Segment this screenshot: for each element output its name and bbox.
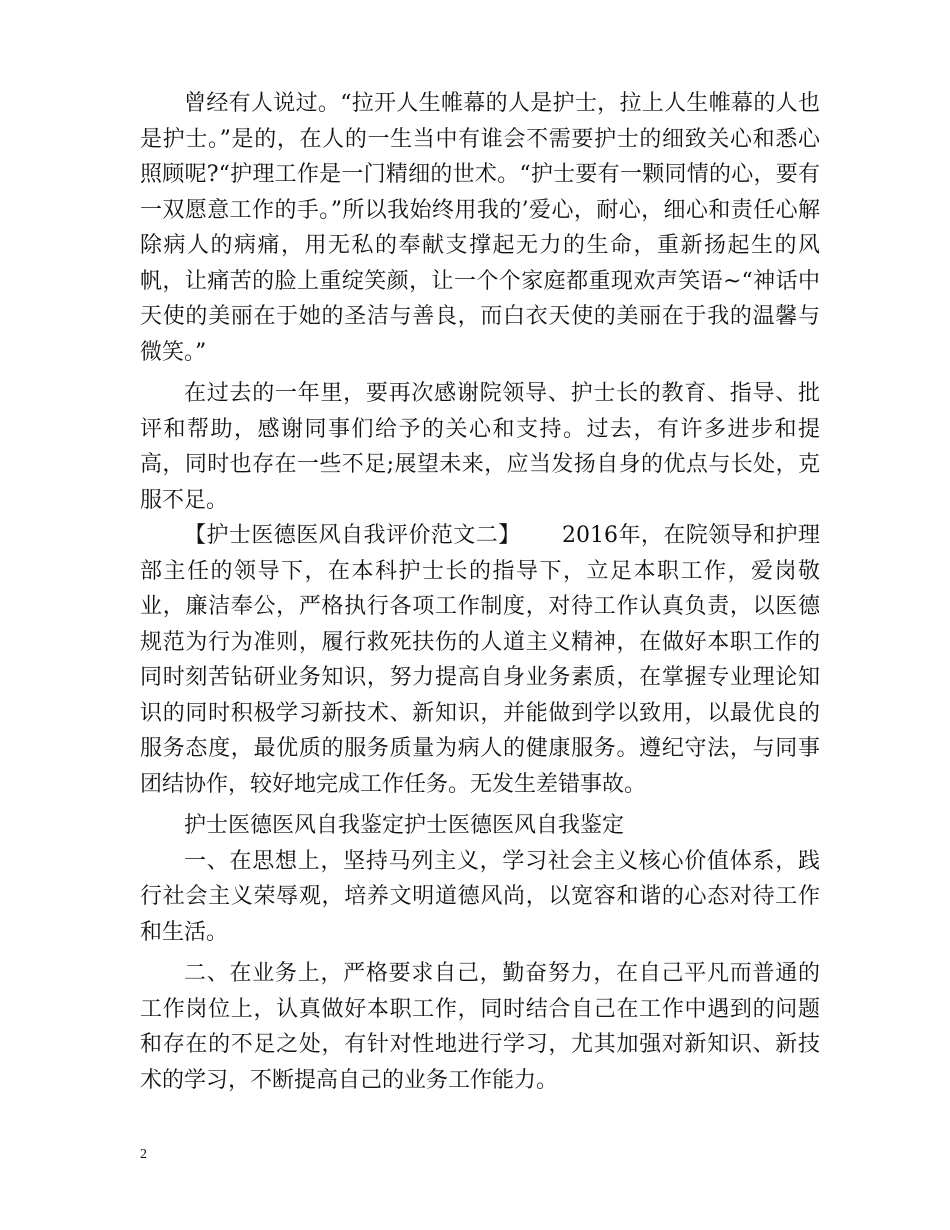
paragraph-ideology: 一、在思想上，坚持马列主义，学习社会主义核心价值体系，践行社会主义荣辱观，培养文明道德风尚，以宽容和谐的心态对待工作和生活。 (140, 848, 820, 945)
document-body (140, 86, 820, 1098)
page-number: 2 (140, 1147, 147, 1162)
paragraph-past-year: 在过去的一年里，要再次感谢院领导、护士长的教育、指导、批评和帮助，感谢同事们给予的关心和支持。过去，有许多进步和提高，同时也存在一些不足;展望未来，应当发扬自身的优点与长处，克服不足。 (140, 381, 820, 513)
paragraph-sample-two: 【护士医德医风自我评价范文二】 2016年，在院领导和护理部主任的领导下，在本科护士长的指导下，立足本职工作，爱岗敬业，廉洁奉公，严格执行各项工作制度，对待工作认真负责，以医德规范为行为准则，履行救死扶伤的人道主义精神，在做好本职工作的同时刻苦钻研业务知识，努力提高自身业务素质，在掌握专业理论知识的同时积极学习新技术、新知识，并能做到学以致用，以最优良的服务态度，最优质的服务质量为病人的健康服务。遵纪守法，与同事团结协作，较好地完成工作任务。无发生差错事故。 (140, 523, 820, 797)
section-heading: 护士医德医风自我鉴定护士医德医风自我鉴定 (184, 813, 625, 838)
paragraph-professional: 二、在业务上，严格要求自己，勤奋努力，在自己平凡而普通的工作岗位上，认真做好本职工作，同时结合自己在工作中遇到的问题和存在的不足之处，有针对性地进行学习，尤其加强对新知识、新技术的学习，不断提高自己的业务工作能力。 (140, 961, 820, 1093)
paragraph-nursing-quote: 曾经有人说过。“拉开人生帷幕的人是护士，拉上人生帷幕的人也是护士。”是的，在人的一生当中有谁会不需要护士的细致关心和悉心照顾呢?“护理工作是一门精细的世术。“护士要有一颗同情的心，要有一双愿意工作的手。”所以我始终用我的’爱心，耐心，细心和责任心解除病人的病痛，用无私的奉献支撑起无力的生命，重新扬起生的风帆，让痛苦的脸上重绽笑颜，让一个个家庭都重现欢声笑语~“神话中天使的美丽在于她的圣洁与善良，而白衣天使的美丽在于我的温馨与微笑。” (140, 91, 820, 365)
